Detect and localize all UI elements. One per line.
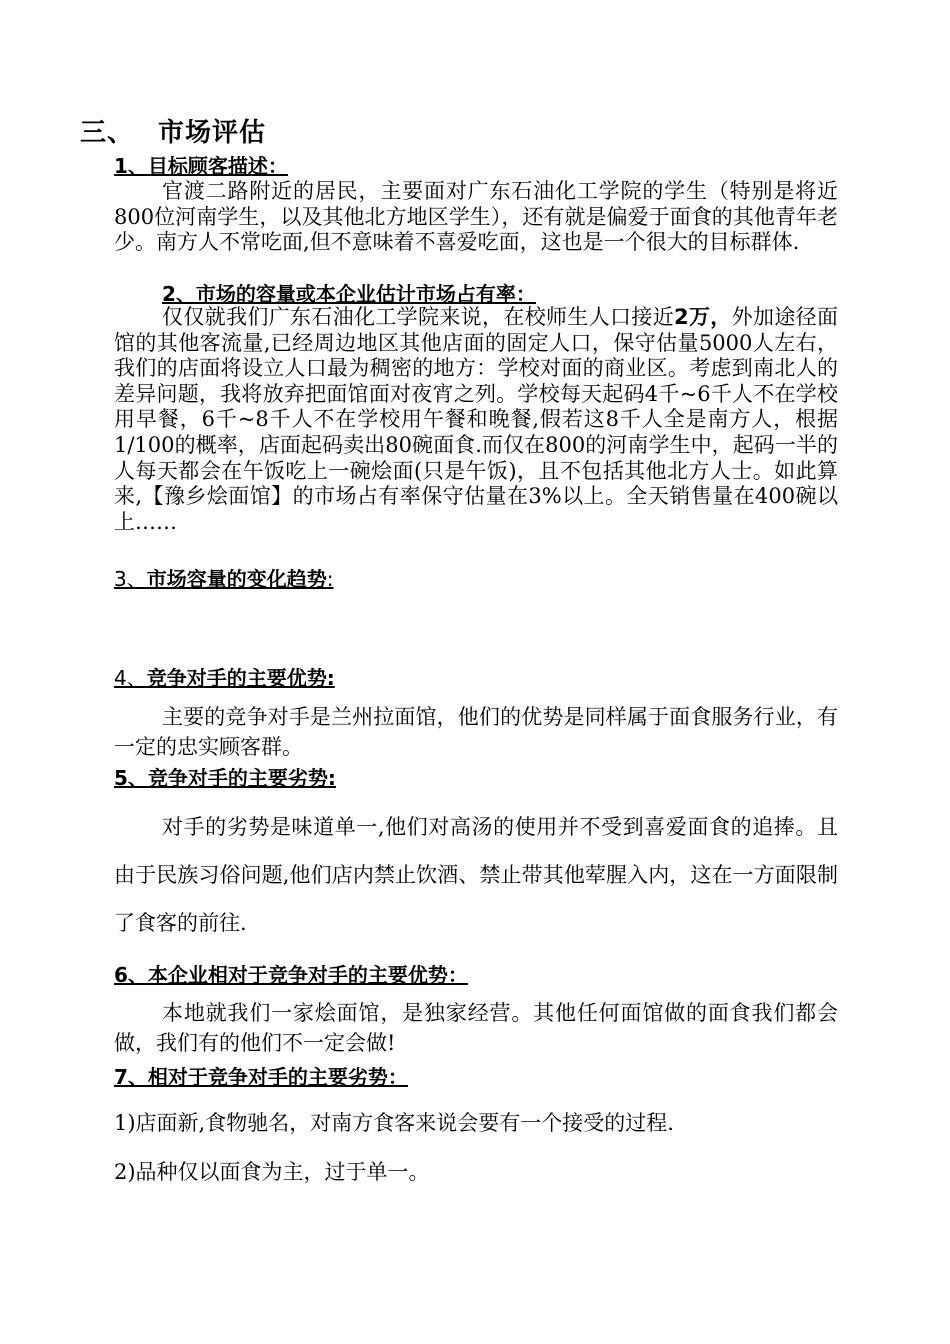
weaknesses-colon: : [327,766,336,790]
section-title-text: 市场评估 [158,118,267,148]
trend-number: 3、 [114,567,147,591]
paragraph-market-share [114,305,838,535]
heading-competitor-strengths [114,665,838,691]
trend-heading-text: 市场容量的变化趋势 [146,567,327,591]
market-share-text-2: 外加途径面馆的其他客流量,已经周边地区其他店面的固定人口，保守估量5000人左右，我们的店面将设立人口最为稠密的地方：学校对面的商业区。考虑到南北人的差异问题，我将放弃把面馆面对夜宵之列。学校每天起码4千~6千人不在学校用早餐，6千~8千人不在学校用午餐和晚餐,假若这8千人全是南方人，根据1/100的概率，店面起码卖出80碗面食.而仅在800的河南学生中，起码一半的人每天都会在午饭吃上一碗烩面(只是午饭)，且不包括其他北方人士。如此算来,【豫乡烩面馆】的市场占有率保守估量在3%以上。全天销售量在400碗以上…… [114,305,838,534]
trend-colon: : [326,567,334,591]
paragraph-target-customers: 官渡二路附近的居民，主要面对广东石油化工学院的学生（特别是将近800位河南学生，以及其他北方地区学生），还有就是偏爱于面食的其他青年老少。南方人不常吃面,但不意味着不喜爱吃面，这也是一个很大的目标群体. [114,179,838,255]
heading-our-strengths: 6、本企业相对于竞争对手的主要优势： [114,963,468,987]
heading-target-customers: 1、目标顾客描述： [114,154,288,178]
market-share-bold: 2万， [674,305,732,329]
list-item-weakness-2: 2)品种仅以面食为主，过于单一。 [114,1160,430,1184]
strengths-number: 4、 [114,666,147,690]
heading-our-weaknesses: 7、相对于竞争对手的主要劣势： [114,1065,408,1089]
paragraph-competitor-weaknesses: 对手的劣势是味道单一,他们对高汤的使用并不受到喜爱面食的追捧。且由于民族习俗问题,他们店内禁止饮酒、禁止带其他荤腥入内，这在一方面限制了食客的前往. [114,815,838,935]
paragraph-our-strengths: 本地就我们一家烩面馆，是独家经营。其他任何面馆做的面食我们都会做，我们有的他们不一定会做! [114,1001,838,1055]
market-share-text-1: 仅仅就我们广东石油化工学院来说，在校师生人口接近 [162,305,675,329]
strengths-heading-text: 竞争对手的主要优势: [146,666,335,690]
heading-competitor-weaknesses [114,765,838,791]
heading-market-share: 2、市场的容量或本企业估计市场占有率： [162,282,536,306]
paragraph-competitor-strengths: 主要的竞争对手是兰州拉面馆，他们的优势是同样属于面食服务行业，有一定的忠实顾客群。 [114,705,838,759]
weaknesses-heading-text: 5、竞争对手的主要劣势 [114,766,328,790]
heading-market-trend [114,566,838,592]
section-title [80,112,266,149]
section-number: 三、 [80,118,135,148]
list-item-weakness-1: 1)店面新,食物驰名，对南方食客来说会要有一个接受的过程. [114,1111,674,1135]
